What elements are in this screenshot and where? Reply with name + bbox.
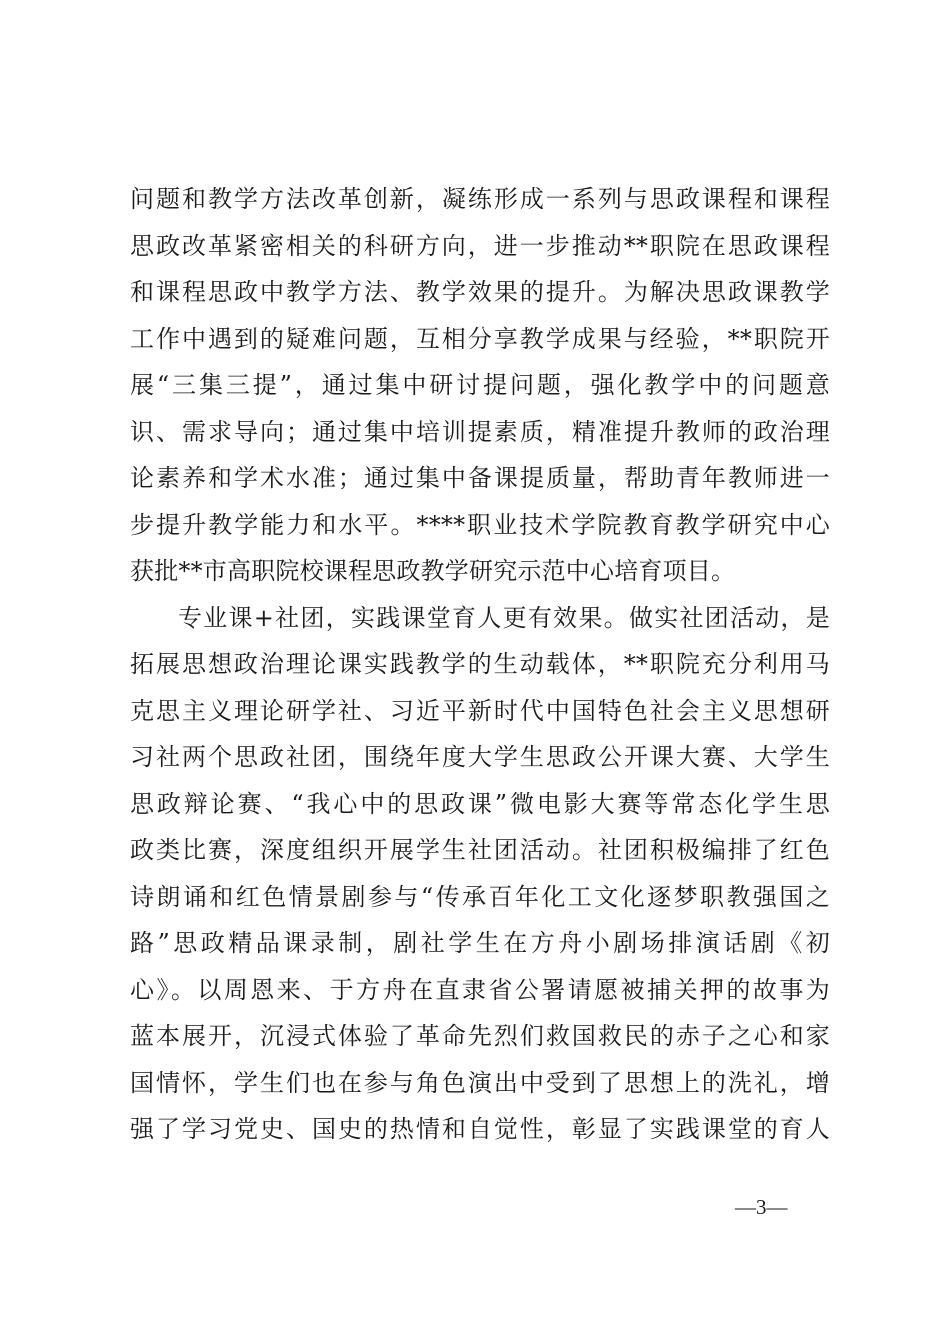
text-line: 拓展思想政治理论课实践教学的生动载体，**职院充分利用马 [130,650,830,678]
text-line: 国情怀，学生们也在参与角色演出中受到了思想上的洗礼，增 [130,1068,830,1097]
page-number: —3— [735,1195,788,1219]
text-line: 蓝本展开，沉浸式体验了革命先烈们救国救民的赤子之心和家 [130,1022,830,1050]
text-line: 克思主义理论研学社、习近平新时代中国特色社会主义思想研 [130,696,830,725]
text-line: 论素养和学术水准；通过集中备课提质量，帮助青年教师进一 [130,464,830,492]
text-line: 展“三集三提”，通过集中研讨提问题，强化教学中的问题意 [130,371,830,399]
paragraph-2 [130,595,830,1153]
text-line: 步提升教学能力和水平。****职业技术学院教育教学研究中心 [130,510,830,539]
body-text [130,176,830,1153]
text-line: 问题和教学方法改革创新，凝练形成一系列与思政课程和课程 [130,185,830,213]
text-line: 习社两个思政社团，围绕年度大学生思政公开课大赛、大学生 [130,743,830,771]
paragraph-1 [130,176,830,595]
text-line: 思政改革紧密相关的科研方向，进一步推动**职院在思政课程 [130,231,830,260]
text-line: 思政辩论赛、“我心中的思政课”微电影大赛等常态化学生思 [130,789,830,818]
text-line: 工作中遇到的疑难问题，互相分享教学成果与经验，**职院开 [130,324,830,353]
text-line: 获批**市高职院校课程思政教学研究示范中心培育项目。 [130,557,736,585]
text-line: 诗朗诵和红色情景剧参与“传承百年化工文化逐梦职教强国之 [130,882,830,911]
text-line: 专业课+社团，实践课堂育人更有效果。做实社团活动，是 [178,603,830,632]
text-line: 和课程思政中教学方法、教学效果的提升。为解决思政课教学 [130,278,830,306]
text-line: 强了学习党史、国史的热情和自觉性，彰显了实践课堂的育人 [130,1115,830,1143]
text-line: 政类比赛，深度组织开展学生社团活动。社团积极编排了红色 [130,836,830,864]
text-line: 路”思政精品课录制，剧社学生在方舟小剧场排演话剧《初 [130,929,830,957]
text-line: 识、需求导向；通过集中培训提素质，精准提升教师的政治理 [130,417,830,446]
text-line: 心》。以周恩来、于方舟在直隶省公署请愿被捕关押的故事为 [130,975,830,1004]
